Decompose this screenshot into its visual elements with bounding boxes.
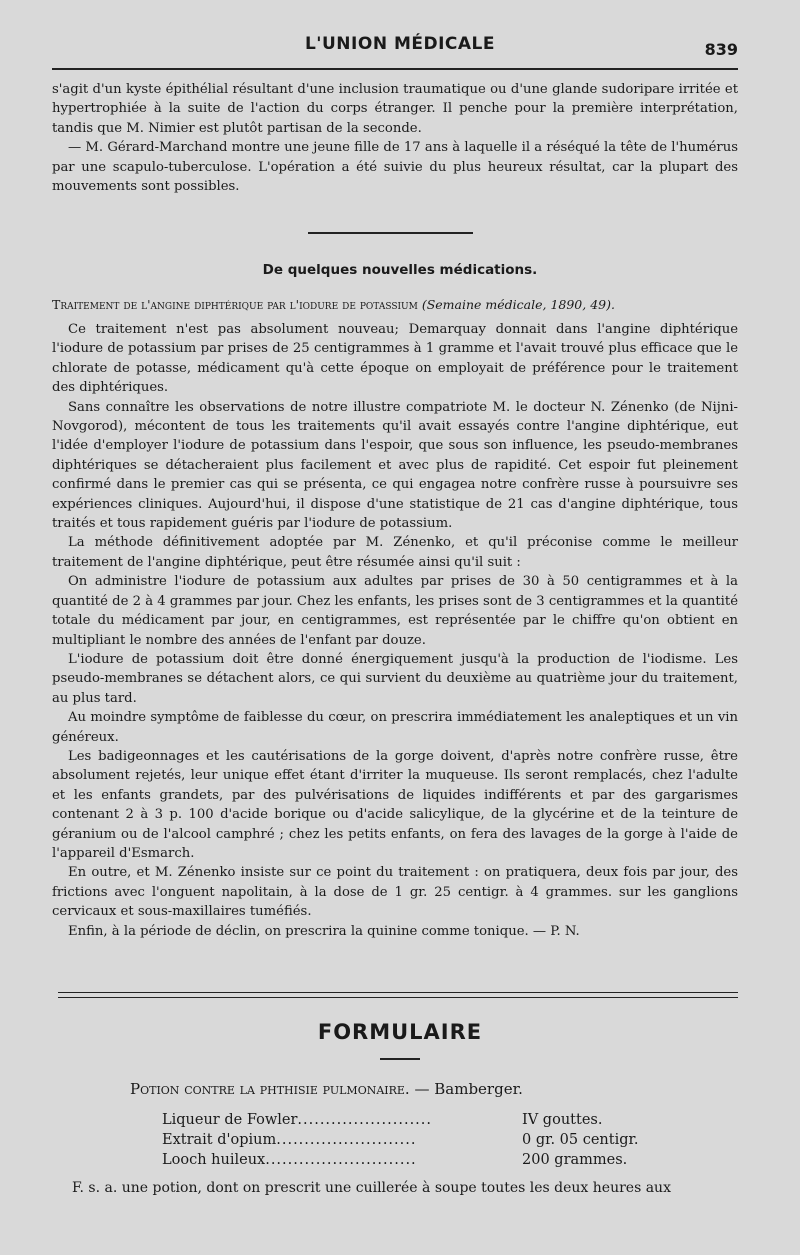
formulaire-title: FORMULAIRE [317,1020,483,1044]
header-rule [52,68,738,70]
potion-title: Potion contre la phthisie pulmonaire. [130,1080,410,1098]
article-paragraph-8: En outre, et M. Zénenko insiste sur ce point du traitement : on pratiquera, deux fois par jour, des frictions avec l'onguent napolitain, à la dose de 1 gr. 25 centigr. à 4 grammes. sur les ganglions cervicaux et sous-maxillaires tuméfiés. [52,865,738,920]
ingredient-name: Liqueur de Fowler [162,1112,298,1128]
ingredient-quantity: IV gouttes. [522,1112,603,1128]
potion-author: — Bamberger. [414,1080,523,1098]
article-paragraph-9: Enfin, à la période de déclin, on prescrira la quinine comme tonique. — P. N. [68,923,580,939]
section-divider [308,232,473,234]
ingredient-quantity: 0 gr. 05 centigr. [522,1132,639,1148]
article-paragraph-6: Au moindre symptôme de faiblesse du cœur, on prescrira immédiatement les analeptiques et un vin généreux. [52,710,738,745]
potion-heading [130,1078,670,1100]
recipe-row [162,1130,692,1150]
article-subheading [52,296,738,314]
recipe-row [162,1150,692,1170]
leader-dots: ......................... [276,1132,417,1148]
formulaire-rule [380,1058,420,1060]
ingredient-name: Extrait d'opium [162,1132,277,1148]
recipe-list [162,1110,692,1170]
section-title: De quelques nouvelles médications. [262,262,538,278]
running-header-title: L'UNION MÉDICALE [304,34,496,54]
recipe-instructions: F. s. a. une potion, dont on prescrit une cuillerée à soupe toutes les deux heures aux [72,1180,671,1196]
intro-text [52,80,738,196]
article-paragraph-1: Ce traitement n'est pas absolument nouveau; Demarquay donnait dans l'angine diphtérique l'iodure de potassium par prises de 25 centigrammes à 1 gramme et l'avait trouvé plus efficace que le chlorate de potasse, médicament qu'à cette époque on employait de préférence pour le traitement des diphtériques. [52,322,738,396]
double-rule-divider [58,992,738,998]
article-paragraph-7: Les badigeonnages et les cautérisations de la gorge doivent, d'après notre confrère russe, être absolument rejetés, leur unique effet étant d'irriter la muqueuse. Ils seront remplacés, chez l'adulte et les enfants grandets, par des pulvérisations de liquides indifférents et par des gargarismes contenant 2 à 3 p. 100 d'acide borique ou d'acide salicylique, de la glycérine et de la teinture de géranium ou de l'alcool camphré ; chez les petits enfants, on fera des lavages de la gorge à l'aide de l'appareil d'Esmarch. [52,748,738,861]
ingredient-name: Looch huileux [162,1152,266,1168]
intro-paragraph-1: s'agit d'un kyste épithélial résultant d'une inclusion traumatique ou d'une glande sudoripare irritée et hypertrophiée à la suite de l'action du corps étranger. Il penche pour la première interprétation, tandis que M. Nimier est plutôt partisan de la seconde. [52,82,738,136]
leader-dots: ........................... [265,1152,417,1168]
intro-paragraph-2: — M. Gérard-Marchand montre une jeune fille de 17 ans à laquelle il a réséqué la tête de l'humérus par une scapulo-tuberculose. L'opération a été suivie du plus heureux résultat, car la plupart des mouvements sont possibles. [52,140,738,195]
subheading-title: Traitement de l'angine diphtérique par l'iodure de potassium [52,297,418,312]
leader-dots: ........................ [297,1112,433,1128]
article-paragraph-2: Sans connaître les observations de notre illustre compatriote M. le docteur N. Zénenko (de Nijni-Novgorod), mécontent de tous les traitements qu'il avait essayés contre l'angine diphtérique, eut l'idée d'employer l'iodure de potassium dans l'espoir, que sous son influence, les pseudo-membranes diphtériques se détacheraient plus facilement et avec plus de rapidité. Cet espoir fut pleinement confirmé dans le premier cas qui se présenta, ce qui engagea notre confrère russe à poursuivre ses expériences cliniques. Aujourd'hui, il dispose d'une statistique de 21 cas d'angine diphtérique, tous traités et tous rapidement guéris par l'iodure de potassium. [52,399,738,532]
article-paragraph-5: L'iodure de potassium doit être donné énergiquement jusqu'à la production de l'iodisme. Les pseudo-membranes se détachent alors, ce qui survient du deuxième au quatrième jour du traitement, au plus tard. [52,651,738,706]
article-paragraph-3: La méthode définitivement adoptée par M. Zénenko, et qu'il préconise comme le meilleur traitement de l'angine diphtérique, peut être résumée ainsi qu'il suit : [52,535,738,570]
ingredient-quantity: 200 grammes. [522,1152,628,1168]
article-paragraph-4: On administre l'iodure de potassium aux adultes par prises de 30 à 50 centigrammes et à la quantité de 2 à 4 grammes par jour. Chez les enfants, les prises sont de 3 centigrammes et la quantité totale du médicament par jour, en centigrammes, est représentée par le chiffre qu'on obtient en multipliant le nombre des années de l'enfant par douze. [52,574,738,648]
page-number: 839 [704,40,738,59]
article-body [52,320,738,941]
recipe-row [162,1110,692,1130]
subheading-source: (Semaine médicale, 1890, 49). [421,297,615,312]
